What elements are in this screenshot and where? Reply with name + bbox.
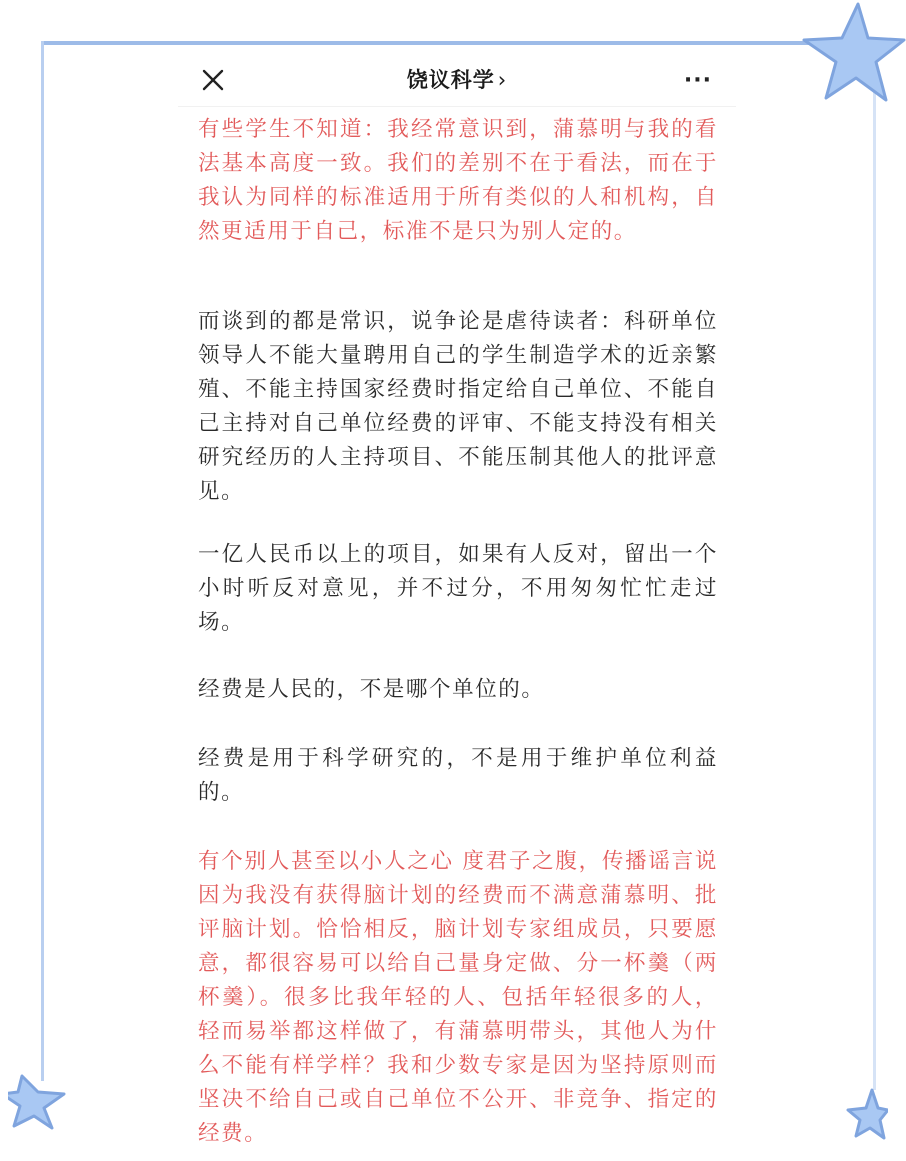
card-frame-left	[41, 41, 44, 1081]
more-dots-icon[interactable]: ···	[683, 68, 712, 93]
star-icon	[838, 1080, 888, 1140]
account-name: 饶议科学	[406, 68, 495, 92]
body-paragraph: 经费是人民的，不是哪个单位的。	[198, 677, 545, 702]
chevron-right-icon: ›	[497, 68, 508, 92]
article-navbar	[178, 56, 736, 107]
star-icon	[796, 0, 906, 110]
body-paragraph: 而谈到的都是常识，说争论是虐待读者：科研单位领导人不能大量聘用自己的学生制造学术的近亲繁殖、不能主持国家经费时指定给自己单位、不能自己主持对自己单位经费的评审、不能支持没有相关研究经历的人主持项目、不能压制其他人的批评意见。	[198, 309, 718, 504]
account-title-link[interactable]	[178, 64, 736, 94]
body-paragraph: 经费是用于科学研究的，不是用于维护单位利益的。	[198, 746, 718, 805]
highlight-paragraph: 有个别人甚至以小人之心 度君子之腹，传播谣言说因为我没有获得脑计划的经费而不满意蒲慕明、批评脑计划。恰恰相反，脑计划专家组成员，只要愿意，都很容易可以给自己量身定做、分一杯羹（两杯羹）。很多比我年轻的人、包括年轻很多的人，轻而易举都这样做了，有蒲慕明带头，其他人为什么不能有样学样？我和少数专家是因为坚持原则而坚决不给自己或自己单位不公开、非竞争、指定的经费。	[198, 849, 718, 1146]
card-frame-right	[873, 90, 876, 1090]
card-frame-top	[42, 41, 842, 45]
star-icon	[8, 1070, 68, 1130]
highlight-paragraph: 有些学生不知道：我经常意识到，蒲慕明与我的看法基本高度一致。我们的差别不在于看法，而在于我认为同样的标准适用于所有类似的人和机构，自然更适用于自己，标准不是只为别人定的。	[198, 117, 718, 244]
body-paragraph: 一亿人民币以上的项目，如果有人反对，留出一个小时听反对意见，并不过分，不用匆匆忙忙走过场。	[198, 542, 718, 635]
